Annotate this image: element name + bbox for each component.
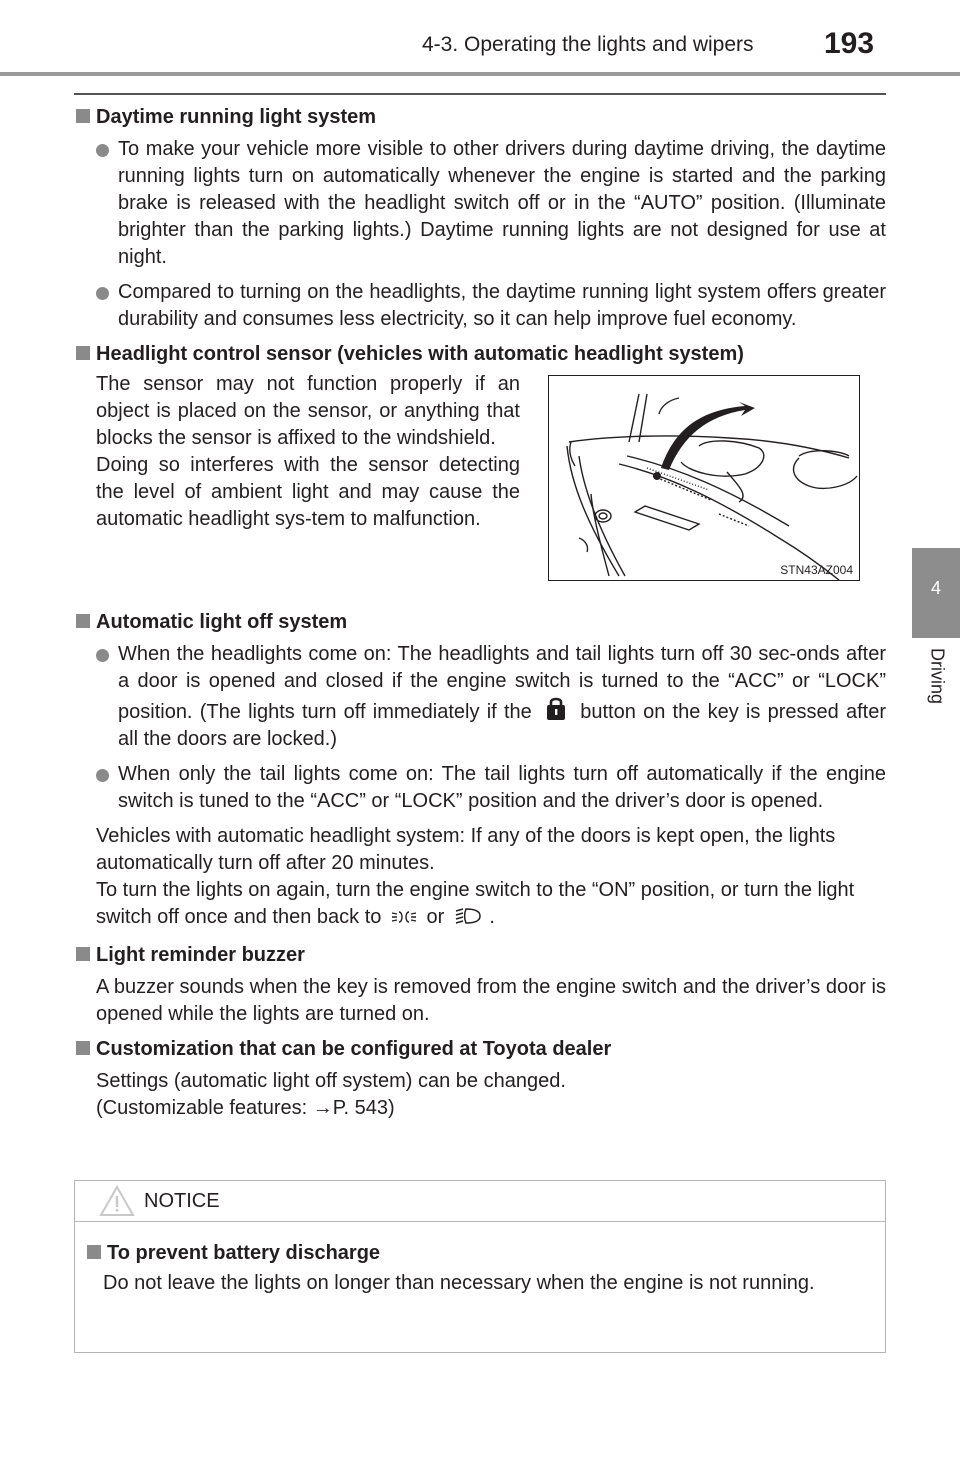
chapter-label (917, 648, 957, 728)
section-heading-sensor (74, 341, 886, 367)
square-marker-icon (76, 947, 90, 961)
sensor-block (74, 373, 886, 609)
paragraph-line-1: Settings (automatic light off system) can be changed. (96, 1070, 566, 1092)
paragraph-line-1: Vehicles with automatic headlight system: If any of the doors is kept open, the lights automatically turn off after 20 minutes. (96, 825, 836, 874)
section-title: 4-3. Operating the lights and wipers (422, 33, 754, 56)
tail-light-icon (391, 907, 417, 934)
list-item-text: Compared to turning on the headlights, the daytime running light system offers greater durability and consumes less electricity, so it can help improve fuel economy. (118, 281, 886, 330)
list-item-text: When only the tail lights come on: The tail lights turn off automatically if the engine switch is tuned to the “ACC” or “LOCK” position and the driver’s door is opened. (118, 763, 886, 812)
section-heading-text: Automatic light off system (96, 611, 348, 633)
list-item (74, 641, 886, 753)
paragraph (74, 823, 886, 934)
paragraph (74, 1068, 886, 1122)
cross-reference-link[interactable]: (Customizable features: →P. 543) (96, 1097, 395, 1119)
figure-code: STN43AZ004 (780, 563, 853, 577)
headlight-icon (454, 906, 482, 934)
chapter-tab[interactable] (912, 548, 960, 638)
list-item-text: To make your vehicle more visible to other drivers during daytime driving, the daytime running lights turn on automatically whenever the engine is started and the parking brake is released with the headlight switch off or in the “AUTO” position. (Illuminate brighter than the parking lights.) Daytime running lights are not designed for use at night. (118, 138, 886, 268)
paragraph: A buzzer sounds when the key is removed from the engine switch and the driver’s door is opened while the lights are turned on. (96, 976, 886, 1025)
section-heading-custom (74, 1036, 886, 1062)
square-marker-icon (76, 109, 90, 123)
section-heading-text: Headlight control sensor (vehicles with automatic headlight system) (96, 343, 744, 365)
page-content (74, 104, 886, 1130)
dashboard-sensor-illustration (549, 376, 859, 580)
list-item-text-continued: button on the key is pressed after all the doors are locked.) (118, 701, 887, 750)
page-number: 193 (824, 27, 875, 60)
section-heading-drl (74, 104, 886, 130)
page-header (0, 0, 960, 76)
square-marker-icon (76, 614, 90, 628)
paragraph-text: To turn the lights on again, turn the engine switch to the “ON” position, or turn the light switch off once and then back to (96, 879, 855, 928)
notice-box (74, 1180, 886, 1353)
list-item (74, 136, 886, 271)
notice-label: NOTICE (144, 1190, 220, 1212)
notice-heading (85, 1240, 869, 1266)
list-item (74, 761, 886, 815)
paragraph-line-2 (96, 877, 886, 934)
notice-body (75, 1222, 885, 1297)
warning-triangle-icon (99, 1185, 135, 1222)
paragraph-text-end: . (489, 906, 495, 928)
square-marker-icon (76, 346, 90, 360)
chapter-number: 4 (930, 578, 941, 598)
notice-heading-text: To prevent battery discharge (107, 1242, 381, 1264)
padlock-icon (545, 695, 567, 721)
notice-header (75, 1181, 885, 1222)
chapter-label-text: Driving (927, 648, 948, 705)
section-heading-buzzer (74, 942, 886, 968)
bullet-icon (96, 144, 109, 157)
square-marker-icon (87, 1245, 101, 1259)
section-heading-text: Daytime running light system (96, 106, 377, 128)
content-top-divider (74, 93, 886, 95)
paragraph-text-or: or (426, 906, 445, 928)
bullet-icon (96, 287, 109, 300)
section-heading-text: Customization that can be configured at Toyota dealer (96, 1038, 612, 1060)
bullet-icon (96, 649, 109, 662)
sensor-text-2: Doing so interferes with the sensor detecting the level of ambient light and may cause the automatic headlight sys-tem to malfunction. (96, 454, 520, 530)
sensor-illustration (548, 375, 860, 581)
sensor-text-1: The sensor may not function properly if an object is placed on the sensor, or anything that blocks the sensor is affixed to the windshield. (96, 373, 520, 449)
header-divider (0, 72, 960, 76)
list-item (74, 279, 886, 333)
section-heading-auto-off (74, 609, 886, 635)
list-item-text: When the headlights come on: The headlights and tail lights turn off 30 sec-onds after a door is opened and closed if the engine switch is turned to the “ACC” or “LOCK” position. (The lights turn off immediately if the (118, 643, 886, 723)
sensor-description (96, 371, 520, 533)
section-heading-text: Light reminder buzzer (96, 944, 305, 966)
bullet-icon (96, 769, 109, 782)
notice-text: Do not leave the lights on longer than necessary when the engine is not running. (103, 1272, 815, 1294)
square-marker-icon (76, 1041, 90, 1055)
